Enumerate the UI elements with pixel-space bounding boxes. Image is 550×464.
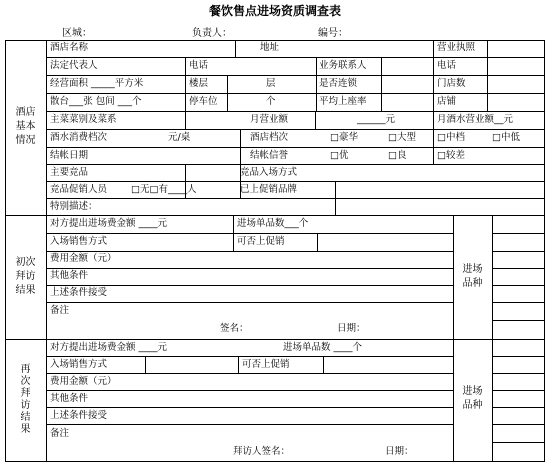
section-first-visit-label: 初次 拜访 结果 [15,257,36,296]
v2-cost-label: 费用金额（元） [50,376,117,387]
hotel-name-label: 酒店名称 [50,42,89,53]
business-license-label: 营业执照 [437,42,476,53]
consumption-unit: 元/桌 [168,132,191,143]
store-count-label: 门店数 [437,78,466,89]
floor-label: 楼层 [189,78,209,89]
v2-accept-label: 上述条件接受 [50,410,108,421]
v2-sales-method-label: 入场销售方式 [50,359,108,370]
competitor-entry-label: 竞品入场方式 [240,167,298,178]
v1-date-label: 日期： [337,323,366,334]
person-label: 负责人： [192,28,232,39]
v1-promo-ok-label: 可否上促销 [237,236,285,247]
shop-label: 店铺 [437,96,457,107]
v1-other-label: 其他条件 [50,270,89,281]
credit-option-poor[interactable]: □较差 [437,150,465,161]
promoters-label: 竞品促销人员 [50,184,108,195]
parking-label: 停车位 [189,96,218,107]
v2-promo-ok-label: 可否上促销 [242,359,290,370]
v1-items-label: 进场单品数___个 [237,218,309,229]
number-label: 编号： [318,28,348,39]
monthly-revenue-label: 月营业额 [250,114,289,125]
wine-revenue-label: 月酒水营业额__元 [437,114,514,125]
v2-remarks-label: 备注 [50,428,70,439]
v1-sales-method-label: 入场销售方式 [50,236,108,247]
address-label: 地址 [260,42,280,53]
grade-option-mid-low[interactable]: □中低 [492,132,520,143]
occupancy-label: 平均上座率 [319,96,367,107]
section-second-visit-label: 再 次 拜 访 结 果 [20,364,31,435]
grade-option-large[interactable]: □大型 [388,132,416,143]
chain-label: 是否连锁 [319,78,358,89]
section-hotel-basic-label: 酒店 基本 情况 [15,107,36,146]
grade-option-luxury[interactable]: □豪华 [330,132,358,143]
v1-cost-label: 费用金额（元） [50,253,117,264]
special-description-label: 特别描述： [50,201,98,212]
v2-other-label: 其他条件 [50,393,89,404]
wine-consumption-label: 酒水消费档次 [50,132,108,143]
survey-table [5,40,545,462]
main-competitor-label: 主要竞品 [50,167,89,178]
revenue-unit: ______元 [357,114,396,125]
credit-label: 结帐信誉 [250,150,289,161]
v2-fee-label: 对方提出进场费金额 ____元 [50,342,168,353]
v1-fee-label: 对方提出进场费金额 ____元 [50,218,168,229]
v2-date-label: 日期： [385,446,414,457]
v2-sign-label: 拜访人签名： [233,446,291,457]
main-dishes-label: 主菜菜别及菜系 [50,114,117,125]
promoters-options[interactable]: □无□有____人 [131,184,197,195]
legal-rep-label: 法定代表人 [50,60,98,71]
area-label: 区城： [62,28,92,39]
phone2-label: 电话 [437,60,457,71]
promo-brands-label: 已上促销品牌 [240,184,298,195]
credit-option-fair[interactable]: □良 [388,150,407,161]
credit-option-good[interactable]: □优 [330,150,349,161]
operating-area-label: 经营面积 _____平方米 [50,78,144,89]
account-date-label: 结帐日期 [50,150,89,161]
phone-label: 电话 [189,60,209,71]
v2-items-label: 进场单品数 ____个 [283,342,363,353]
hotel-grade-label: 酒店档次 [250,132,289,143]
seats-label: 散台___张 包间 ___个 [50,96,142,107]
form-title: 餐饮售点进场资质调查表 [208,4,341,18]
parking-unit: 个 [266,96,276,107]
v2-varieties-label: 进场 品种 [462,386,483,411]
grade-option-mid[interactable]: □中档 [437,132,465,143]
v1-remarks-label: 备注 [50,305,70,316]
v1-varieties-label: 进场 品种 [462,264,483,289]
business-contact-label: 业务联系人 [319,60,367,71]
v1-accept-label: 上述条件接受 [50,287,108,298]
floor-unit: 层 [266,78,276,89]
v1-sign-label: 签名： [220,323,249,334]
